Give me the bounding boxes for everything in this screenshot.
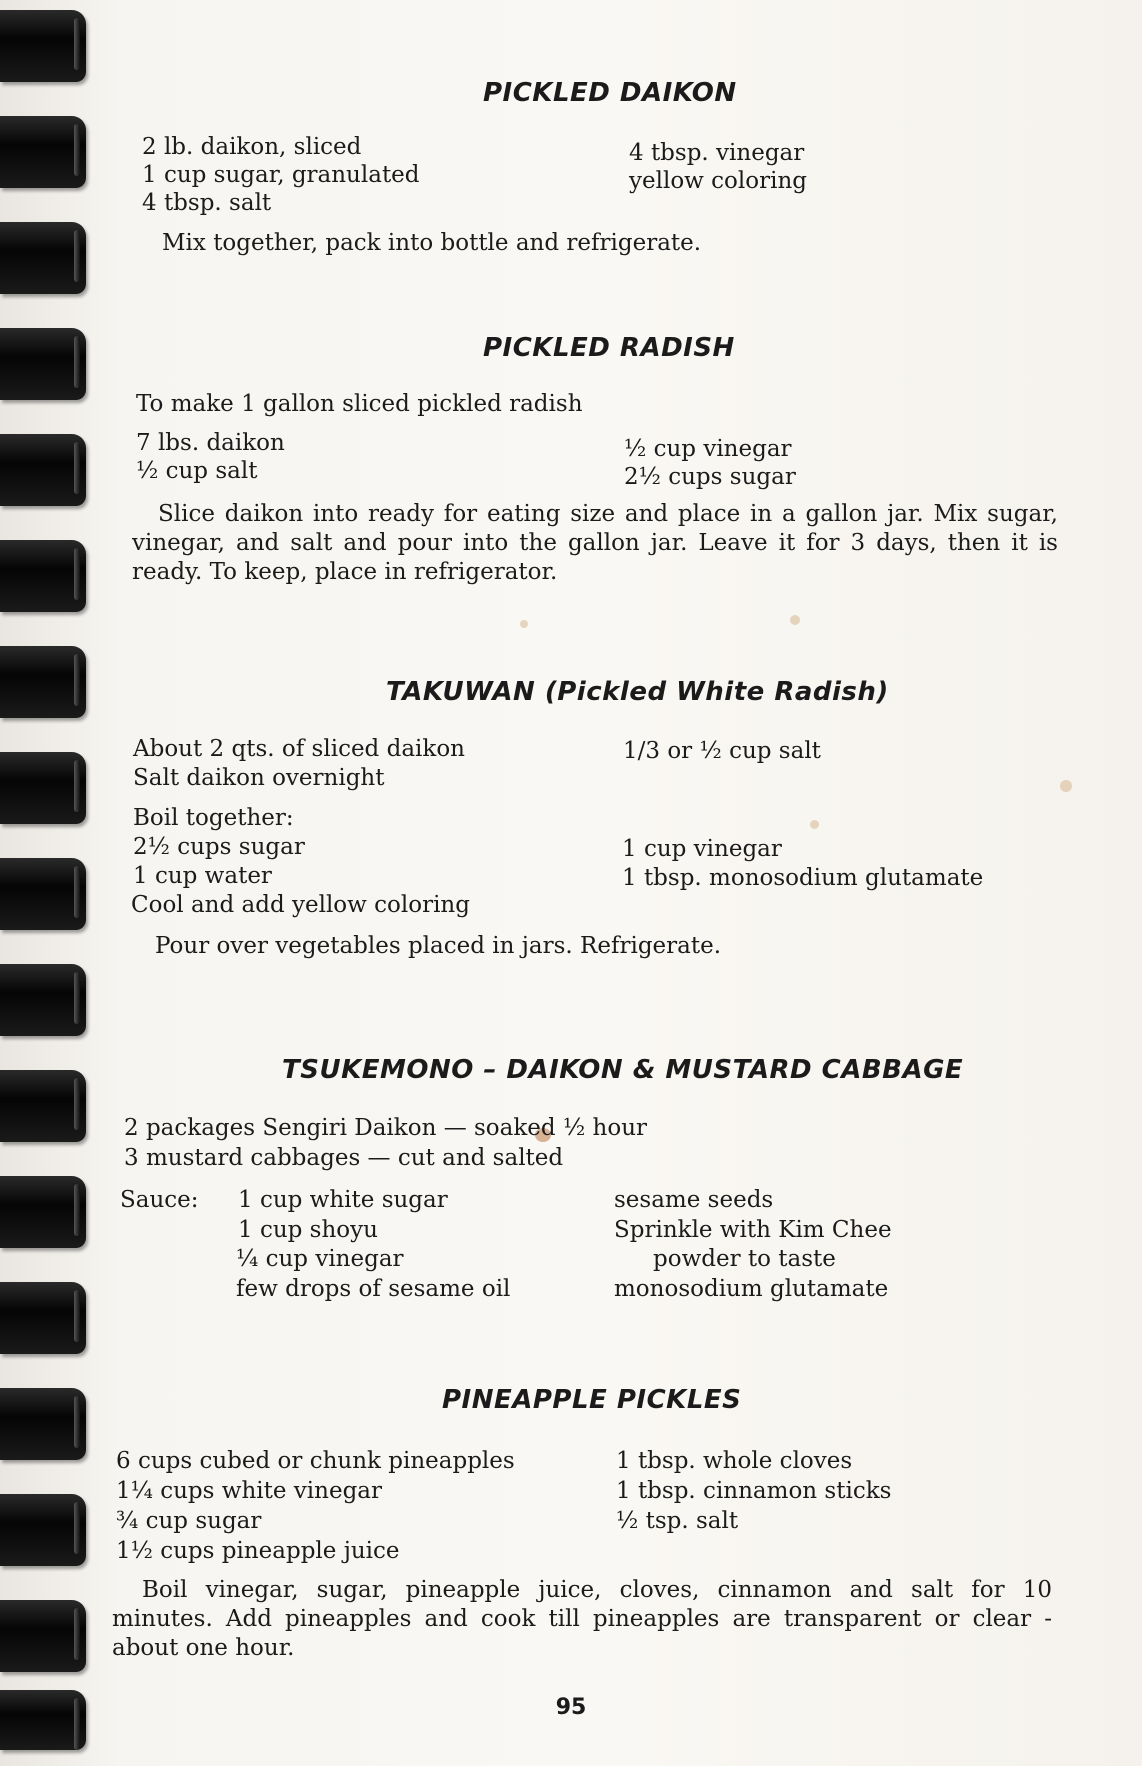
ingredient: 1 cup white sugar <box>238 1187 448 1213</box>
ingredient: ½ cup vinegar <box>624 436 792 462</box>
ingredient: 2½ cups sugar <box>133 834 305 860</box>
ingredient: 1/3 or ½ cup salt <box>623 738 821 764</box>
ingredient: monosodium glutamate <box>614 1276 889 1302</box>
ingredient: yellow coloring <box>629 168 807 194</box>
recipe-title: TAKUWAN (Pickled White Radish) <box>386 677 889 707</box>
ingredient: 2 packages Sengiri Daikon — soaked ½ hour <box>124 1115 648 1141</box>
ingredient: 1 tbsp. monosodium glutamate <box>622 865 984 891</box>
ingredient: 1 cup sugar, granulated <box>142 162 420 188</box>
ingredient: ¾ cup sugar <box>116 1508 262 1534</box>
ingredient: 2½ cups sugar <box>624 464 796 490</box>
ingredient: Sprinkle with Kim Chee <box>614 1217 892 1243</box>
ingredient: 1 cup water <box>133 863 272 889</box>
recipe-directions: Mix together, pack into bottle and refrigerate. <box>162 230 702 256</box>
recipe-title: TSUKEMONO – DAIKON & MUSTARD CABBAGE <box>282 1055 964 1085</box>
sauce-label: Sauce: <box>120 1187 199 1213</box>
ingredient: 6 cups cubed or chunk pineapples <box>116 1448 515 1474</box>
recipe-title: PICKLED DAIKON <box>483 78 737 108</box>
ingredient: 1 cup vinegar <box>622 836 782 862</box>
recipe-directions: Slice daikon into ready for eating size and place in a gallon jar. Mix sugar, vinegar, and salt and pour into the gallon jar. Leave it for 3 days, then it is ready. To keep, place in refrigerator. <box>132 501 1058 585</box>
recipe-step: Cool and add yellow coloring <box>131 892 470 918</box>
ingredient: 7 lbs. daikon <box>136 430 285 456</box>
ingredient: 1 cup shoyu <box>238 1217 378 1243</box>
ingredient: 3 mustard cabbages — cut and salted <box>124 1145 564 1171</box>
ingredient: ½ tsp. salt <box>616 1508 739 1534</box>
ingredient: powder to taste <box>653 1246 836 1272</box>
ingredient: ½ cup salt <box>136 458 258 484</box>
ingredient: ¼ cup vinegar <box>236 1246 404 1272</box>
recipe-title: PINEAPPLE PICKLES <box>442 1385 742 1415</box>
page-number: 95 <box>555 1695 587 1720</box>
ingredient: 1 tbsp. cinnamon sticks <box>616 1478 892 1504</box>
ingredient: few drops of sesame oil <box>236 1276 511 1302</box>
boil-label: Boil together: <box>133 805 294 831</box>
ingredient: 4 tbsp. vinegar <box>629 140 805 166</box>
ingredient: Salt daikon overnight <box>133 765 385 791</box>
recipe-directions: Pour over vegetables placed in jars. Refrigerate. <box>155 933 722 959</box>
recipe-title: PICKLED RADISH <box>483 333 735 363</box>
ingredient: 2 lb. daikon, sliced <box>142 134 362 160</box>
ingredient: sesame seeds <box>614 1187 774 1213</box>
ingredient: 1½ cups pineapple juice <box>116 1538 400 1564</box>
ingredient: 4 tbsp. salt <box>142 190 272 216</box>
ingredient: 1¼ cups white vinegar <box>116 1478 382 1504</box>
recipe-intro: To make 1 gallon sliced pickled radish <box>136 391 583 417</box>
recipe-directions: Boil vinegar, sugar, pineapple juice, cloves, cinnamon and salt for 10 minutes. Add pineapples and cook till pineapples are transparent or clear - about one hour. <box>112 1577 1052 1661</box>
ingredient: About 2 qts. of sliced daikon <box>133 736 465 762</box>
ingredient: 1 tbsp. whole cloves <box>616 1448 853 1474</box>
